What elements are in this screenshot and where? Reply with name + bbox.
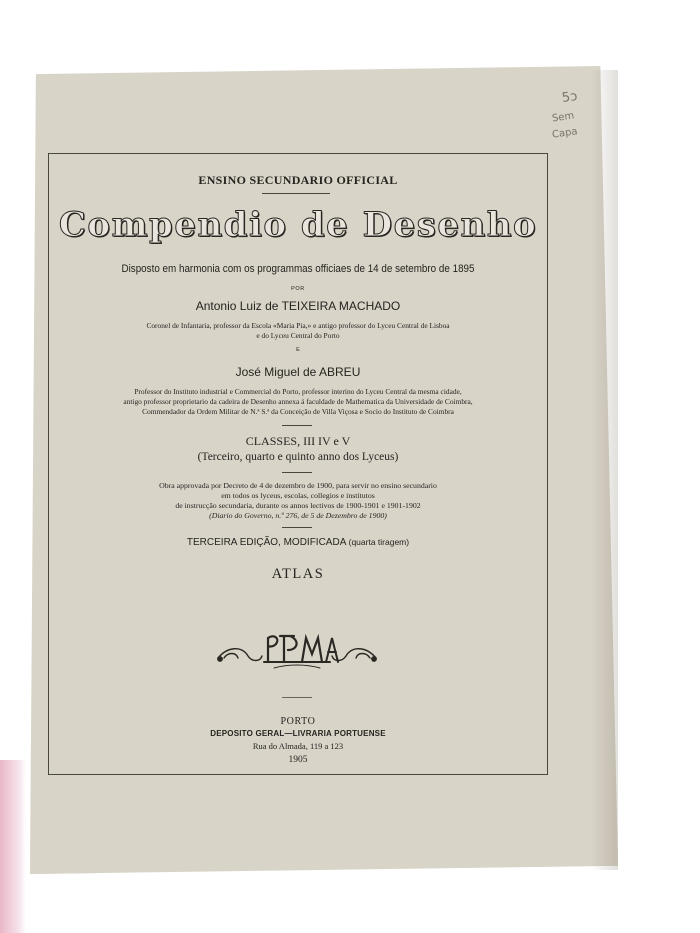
author-1-name: Antonio Luiz de TEIXEIRA MACHADO <box>195 299 401 313</box>
divider-1 <box>282 425 312 426</box>
margin-note-sem: Sem <box>551 110 575 125</box>
classes-description: (Terceiro, quarto e quinto anno dos Lyceus) <box>197 451 399 463</box>
approval-line-3: de instrucção secundaria, durante os annos lectivos de 1900-1901 e 1901-1902 <box>175 501 421 510</box>
author-1-description-line-1: Coronel de Infantaria, professor da Escola «Maria Pia,» e antigo professor do Lyceu Central de Lisboa <box>146 321 450 330</box>
author-2-name: José Miguel de ABREU <box>235 365 361 379</box>
author-2-description-line-3: Commendador da Ordem Militar de N.ª S.ª da Conceição de Villa Viçosa e Socio do Instituto de Coimbra <box>142 407 454 416</box>
edition-label: TERCEIRA EDIÇÃO, MODIFICADA <box>186 537 346 548</box>
header-divider <box>262 193 330 194</box>
series-heading: ENSINO SECUNDARIO OFFICIAL <box>198 173 398 187</box>
edition-note: (quarta tiragem) <box>348 537 410 547</box>
imprint-address: Rua do Almada, 119 a 123 <box>252 741 344 751</box>
author-2-description-line-2: antigo professor proprietario da cadeira de Desenho annexa á faculdade de Mathematica da Universidade de Coimbra, <box>123 397 473 406</box>
divider-2 <box>282 472 312 473</box>
classes-heading: CLASSES, III IV e V <box>245 434 351 448</box>
ornament-icon <box>214 628 380 670</box>
edition-line <box>48 537 548 548</box>
imprint-publisher: DEPOSITO GERAL—LIVRARIA PORTUENSE <box>210 729 386 738</box>
page-shadow <box>590 70 618 870</box>
margin-note-number: 5ↄ <box>561 88 579 107</box>
conjunction: E <box>296 347 300 353</box>
margin-note-capa: Capa <box>551 126 579 141</box>
page-border <box>48 153 548 775</box>
approval-line-2: em todos os lyceus, escolas, collegios e institutos <box>221 491 375 500</box>
imprint-year: 1905 <box>288 755 308 765</box>
approval-line-4: (Diario do Governo, n.º 276, de 5 de Dezembro de 1900) <box>209 511 387 520</box>
divider-3 <box>282 527 312 528</box>
por-label: POR <box>291 286 305 292</box>
divider-4 <box>282 697 312 698</box>
approval-line-1: Obra approvada por Decreto de 4 de dezembro de 1900, para servir no ensino secundario <box>159 481 437 490</box>
main-title: Compendio de Desenho <box>58 205 538 245</box>
background-edge <box>0 760 26 933</box>
author-2-description-line-1: Professor do Instituto industrial e Commercial do Porto, professor interino do Lyceu Central da mesma cidade, <box>134 387 462 396</box>
author-1-description-line-2: e do Lyceu Central do Porto <box>256 331 340 340</box>
imprint-city: PORTO <box>280 716 316 727</box>
subtitle: Disposto em harmonia com os programmas officiaes de 14 de setembro de 1895 <box>121 263 475 275</box>
atlas-label: ATLAS <box>271 566 325 582</box>
